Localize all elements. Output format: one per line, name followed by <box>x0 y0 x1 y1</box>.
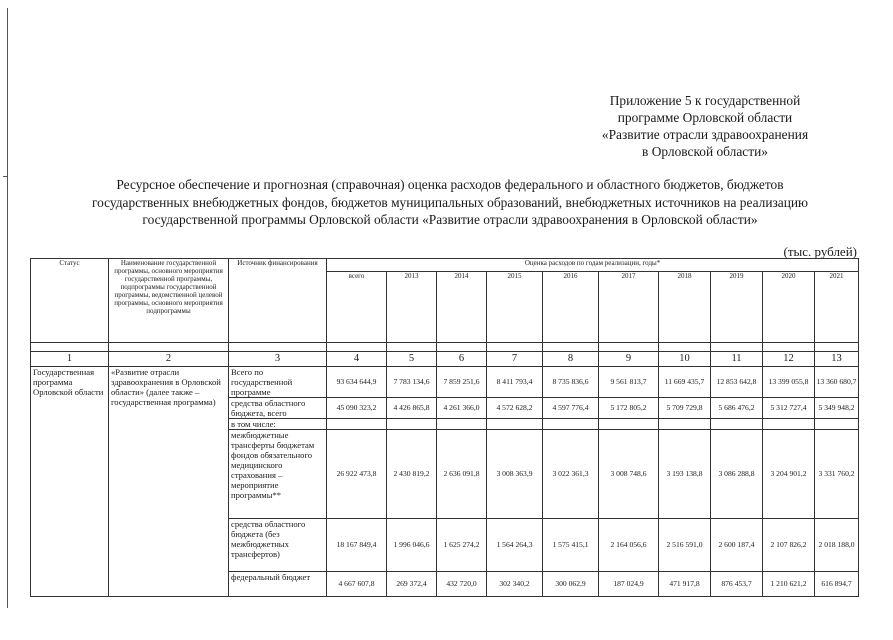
header-year-2015: 2015 <box>487 272 543 343</box>
value-cell: 2 018 188,0 <box>815 519 859 572</box>
value-cell: 302 340,2 <box>487 572 543 597</box>
source-cell: федеральный бюджет <box>229 572 327 597</box>
heading-line-2: государственных внебюджетных фондов, бюджетов муниципальных образований, внебюджетных источников на реализацию <box>91 194 809 210</box>
page-left-border <box>7 8 8 608</box>
source-cell: Всего по государственной программе <box>229 367 327 398</box>
value-cell: 4 667 607,8 <box>327 572 387 597</box>
header-status: Статус <box>31 259 109 343</box>
value-cell: 3 008 748,6 <box>599 430 659 519</box>
value-cell: 26 922 473,8 <box>327 430 387 519</box>
value-cell: 300 062,9 <box>543 572 599 597</box>
funding-table <box>30 258 859 597</box>
header-year-2020: 2020 <box>763 272 815 343</box>
heading-line-1: Ресурсное обеспечение и прогнозная (справочная) оценка расходов федерального и областного бюджетов, бюджетов <box>116 177 784 192</box>
value-cell: 2 600 187,4 <box>711 519 763 572</box>
value-cell: 3 204 901,2 <box>763 430 815 519</box>
column-number: 12 <box>763 352 815 367</box>
column-number: 4 <box>327 352 387 367</box>
table-gap-row <box>31 343 859 352</box>
value-cell: 1 625 274,2 <box>437 519 487 572</box>
value-cell: 13 399 055,8 <box>763 367 815 398</box>
column-number: 7 <box>487 352 543 367</box>
column-number: 5 <box>387 352 437 367</box>
value-cell: 3 008 363,9 <box>487 430 543 519</box>
value-cell: 4 426 865,8 <box>387 398 437 419</box>
value-cell: 471 917,8 <box>659 572 711 597</box>
value-cell <box>327 419 387 430</box>
value-cell <box>763 419 815 430</box>
units-label: (тыс. рублей) <box>783 244 857 259</box>
value-cell: 3 193 138,8 <box>659 430 711 519</box>
column-number: 8 <box>543 352 599 367</box>
value-cell: 1 996 046,6 <box>387 519 437 572</box>
column-number: 9 <box>599 352 659 367</box>
value-cell: 1 210 621,2 <box>763 572 815 597</box>
header-year-2014: 2014 <box>437 272 487 343</box>
status-cell: Государственная программа Орловской области <box>31 367 109 597</box>
column-number: 3 <box>229 352 327 367</box>
column-number: 10 <box>659 352 711 367</box>
appendix-line-2: программе Орловской области <box>617 110 793 125</box>
value-cell: 4 572 628,2 <box>487 398 543 419</box>
document-heading <box>30 176 870 229</box>
value-cell <box>711 419 763 430</box>
value-cell: 9 561 813,7 <box>599 367 659 398</box>
header-name: Наименование государственной программы, основного мероприятия государственной программы, подпрограммы государственной программы, ведомственной целевой программы, основного мероприятия подпрограммы <box>109 259 229 343</box>
value-cell: 12 853 642,8 <box>711 367 763 398</box>
column-number: 11 <box>711 352 763 367</box>
header-source: Источник финансирования <box>229 259 327 343</box>
value-cell: 11 669 435,7 <box>659 367 711 398</box>
value-cell: 2 636 091,8 <box>437 430 487 519</box>
value-cell: 93 634 644,9 <box>327 367 387 398</box>
value-cell: 616 894,7 <box>815 572 859 597</box>
value-cell: 13 360 680,7 <box>815 367 859 398</box>
value-cell <box>387 419 437 430</box>
value-cell: 3 086 288,8 <box>711 430 763 519</box>
header-year-2018: 2018 <box>659 272 711 343</box>
source-cell: средства областного бюджета, всего <box>229 398 327 419</box>
value-cell: 187 024,9 <box>599 572 659 597</box>
value-cell: 5 686 476,2 <box>711 398 763 419</box>
value-cell: 1 575 415,1 <box>543 519 599 572</box>
value-cell: 2 516 591,0 <box>659 519 711 572</box>
table-row <box>31 367 859 398</box>
column-number: 13 <box>815 352 859 367</box>
header-year-2013: 2013 <box>387 272 437 343</box>
column-number: 1 <box>31 352 109 367</box>
value-cell: 2 430 819,2 <box>387 430 437 519</box>
value-cell: 45 090 323,2 <box>327 398 387 419</box>
value-cell: 1 564 264,3 <box>487 519 543 572</box>
value-cell: 5 349 948,2 <box>815 398 859 419</box>
value-cell <box>437 419 487 430</box>
header-year-2016: 2016 <box>543 272 599 343</box>
value-cell: 3 022 361,3 <box>543 430 599 519</box>
appendix-line-4: в Орловской области» <box>642 144 768 159</box>
appendix-line-3: «Развитие отрасли здравоохранения <box>601 127 809 142</box>
value-cell <box>815 419 859 430</box>
value-cell <box>659 419 711 430</box>
heading-line-3: государственной программы Орловской области «Развитие отрасли здравоохранения в Орловской области» <box>142 212 758 227</box>
program-name-cell: «Развитие отрасли здравоохранения в Орловской области» (далее также – государственная программа) <box>109 367 229 597</box>
source-cell: межбюджетные трансферты бюджетам фондов обязательного медицинского страхования – мероприятие программы** <box>229 430 327 519</box>
value-cell: 5 709 729,8 <box>659 398 711 419</box>
source-cell: в том числе: <box>229 419 327 430</box>
value-cell: 7 859 251,6 <box>437 367 487 398</box>
header-estimate: Оценка расходов по годам реализации, годы* <box>327 259 859 272</box>
page-left-tick <box>3 176 8 177</box>
value-cell: 876 453,7 <box>711 572 763 597</box>
value-cell: 4 597 776,4 <box>543 398 599 419</box>
value-cell <box>487 419 543 430</box>
value-cell: 269 372,4 <box>387 572 437 597</box>
column-number: 2 <box>109 352 229 367</box>
value-cell: 8 735 836,6 <box>543 367 599 398</box>
value-cell: 2 164 056,6 <box>599 519 659 572</box>
appendix-line-1: Приложение 5 к государственной <box>609 93 801 108</box>
value-cell: 2 107 826,2 <box>763 519 815 572</box>
appendix-caption <box>560 92 850 160</box>
value-cell: 18 167 849,4 <box>327 519 387 572</box>
value-cell: 3 331 760,2 <box>815 430 859 519</box>
source-cell: средства областного бюджета (без межбюджетных трансфертов) <box>229 519 327 572</box>
header-year-total: всего <box>327 272 387 343</box>
value-cell <box>599 419 659 430</box>
header-year-2017: 2017 <box>599 272 659 343</box>
header-year-2021: 2021 <box>815 272 859 343</box>
value-cell: 432 720,0 <box>437 572 487 597</box>
column-number: 6 <box>437 352 487 367</box>
value-cell: 5 172 805,2 <box>599 398 659 419</box>
value-cell: 8 411 793,4 <box>487 367 543 398</box>
value-cell: 5 312 727,4 <box>763 398 815 419</box>
value-cell: 7 783 134,6 <box>387 367 437 398</box>
value-cell <box>543 419 599 430</box>
header-year-2019: 2019 <box>711 272 763 343</box>
column-number-row <box>31 352 859 367</box>
value-cell: 4 261 366,0 <box>437 398 487 419</box>
